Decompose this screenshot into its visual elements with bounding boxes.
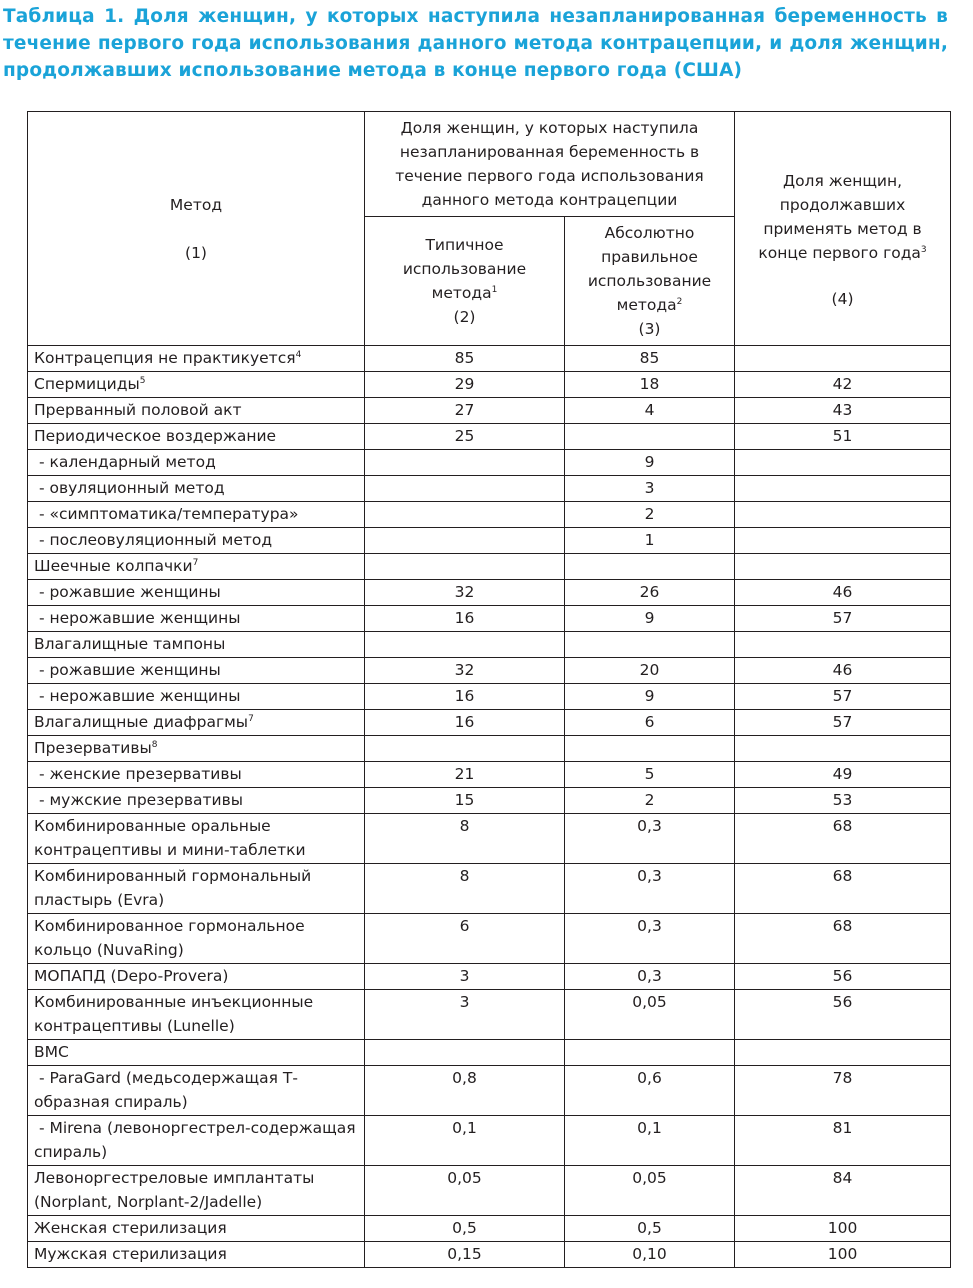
cell-typical: 8 — [365, 864, 565, 914]
header-method-label: Метод — [169, 195, 223, 214]
method-label: - рожавшие женщины — [34, 661, 221, 679]
table-row — [28, 736, 951, 762]
table-row — [28, 914, 951, 964]
cell-continuing: 100 — [735, 1242, 951, 1268]
cell-typical — [365, 528, 565, 554]
method-label: Влагалищные тампоны — [34, 635, 226, 653]
cell-typical: 3 — [365, 964, 565, 990]
cell-method — [28, 346, 365, 372]
cell-method — [28, 528, 365, 554]
cell-continuing: 56 — [735, 964, 951, 990]
footnote-marker: 3 — [920, 244, 927, 255]
header-pregnancy-group-label: Доля женщин, у которых наступила незапланированная беременность в течение первого года использования данного метода контрацепции — [395, 119, 704, 209]
header-typical-label: Типичное использование метода$^1$ — [402, 236, 527, 302]
table-row — [28, 1166, 951, 1216]
cell-typical — [365, 632, 565, 658]
table-row — [28, 864, 951, 914]
cell-continuing — [735, 554, 951, 580]
cell-method — [28, 864, 365, 914]
cell-typical — [365, 554, 565, 580]
cell-continuing: 49 — [735, 762, 951, 788]
cell-perfect: 9 — [565, 606, 735, 632]
cell-continuing: 42 — [735, 372, 951, 398]
cell-method — [28, 814, 365, 864]
header-continuing — [735, 112, 951, 346]
cell-perfect: 20 — [565, 658, 735, 684]
header-typical — [365, 217, 565, 346]
cell-typical: 85 — [365, 346, 565, 372]
method-label: Левоноргестреловые имплантаты (Norplant, Norplant-2/Jadelle) — [34, 1169, 315, 1211]
cell-method — [28, 476, 365, 502]
cell-typical — [365, 502, 565, 528]
footnote-marker: 2 — [676, 296, 683, 307]
footnote-marker: 4 — [295, 349, 302, 360]
method-label: Влагалищные диафрагмы — [34, 713, 249, 731]
cell-method — [28, 736, 365, 762]
cell-method — [28, 990, 365, 1040]
footnote-marker: 5 — [139, 375, 146, 386]
cell-method — [28, 372, 365, 398]
cell-perfect: 0,05 — [565, 990, 735, 1040]
cell-typical: 29 — [365, 372, 565, 398]
cell-continuing: 68 — [735, 814, 951, 864]
table-row — [28, 1216, 951, 1242]
table-row — [28, 1040, 951, 1066]
cell-typical: 0,8 — [365, 1066, 565, 1116]
cell-continuing — [735, 528, 951, 554]
cell-typical: 15 — [365, 788, 565, 814]
cell-perfect: 3 — [565, 476, 735, 502]
cell-perfect: 9 — [565, 684, 735, 710]
cell-method — [28, 398, 365, 424]
cell-perfect — [565, 736, 735, 762]
method-label: ВМС — [34, 1043, 69, 1061]
cell-method — [28, 684, 365, 710]
method-label: - нерожавшие женщины — [34, 687, 241, 705]
method-label: - «симптоматика/температура» — [34, 505, 299, 523]
header-pregnancy-group — [365, 112, 735, 217]
cell-continuing: 68 — [735, 864, 951, 914]
cell-method — [28, 580, 365, 606]
table-row — [28, 1116, 951, 1166]
cell-perfect: 1 — [565, 528, 735, 554]
method-label: Презервативы — [34, 739, 152, 757]
table-row — [28, 1066, 951, 1116]
table-row — [28, 580, 951, 606]
header-perfect — [565, 217, 735, 346]
cell-typical: 0,5 — [365, 1216, 565, 1242]
cell-perfect: 0,5 — [565, 1216, 735, 1242]
cell-continuing: 78 — [735, 1066, 951, 1116]
cell-perfect — [565, 424, 735, 450]
method-label: Спермициды — [34, 375, 140, 393]
table-body — [28, 346, 951, 1268]
cell-continuing — [735, 736, 951, 762]
method-label: - мужские презервативы — [34, 791, 243, 809]
cell-perfect: 0,3 — [565, 964, 735, 990]
cell-typical — [365, 476, 565, 502]
cell-continuing: 51 — [735, 424, 951, 450]
method-label: - календарный метод — [34, 453, 216, 471]
method-label: - ParaGard (медьсодержащая Т-образная спираль) — [34, 1069, 298, 1111]
cell-perfect — [565, 632, 735, 658]
table-row — [28, 1242, 951, 1268]
method-label: Комбинированные оральные контрацептивы и мини-таблетки — [34, 817, 306, 859]
cell-method — [28, 1166, 365, 1216]
cell-method — [28, 450, 365, 476]
table-row — [28, 450, 951, 476]
table-row — [28, 502, 951, 528]
cell-method — [28, 554, 365, 580]
table-row — [28, 554, 951, 580]
footnote-marker: 8 — [151, 739, 158, 750]
cell-method — [28, 502, 365, 528]
cell-continuing: 53 — [735, 788, 951, 814]
cell-typical: 6 — [365, 914, 565, 964]
cell-typical: 16 — [365, 606, 565, 632]
header-perfect-number: (3) — [638, 320, 661, 338]
table-row — [28, 606, 951, 632]
table-row — [28, 398, 951, 424]
header-typical-number: (2) — [453, 308, 476, 326]
table-row — [28, 710, 951, 736]
cell-typical — [365, 1040, 565, 1066]
cell-continuing — [735, 502, 951, 528]
cell-typical: 0,1 — [365, 1116, 565, 1166]
header-method-number: (1) — [185, 243, 207, 262]
cell-continuing — [735, 476, 951, 502]
cell-continuing: 57 — [735, 710, 951, 736]
cell-method — [28, 964, 365, 990]
table-row — [28, 632, 951, 658]
cell-method — [28, 914, 365, 964]
method-label: Комбинированное гормональное кольцо (NuvaRing) — [34, 917, 305, 959]
method-label: Комбинированный гормональный пластырь (Evra) — [34, 867, 312, 909]
cell-typical: 21 — [365, 762, 565, 788]
table-row — [28, 762, 951, 788]
table-row — [28, 476, 951, 502]
cell-method — [28, 658, 365, 684]
cell-typical — [365, 450, 565, 476]
footnote-marker: 7 — [192, 557, 199, 568]
cell-continuing — [735, 632, 951, 658]
cell-perfect: 0,10 — [565, 1242, 735, 1268]
cell-method — [28, 606, 365, 632]
cell-perfect: 4 — [565, 398, 735, 424]
method-label: Мужская стерилизация — [34, 1245, 227, 1263]
table-row — [28, 990, 951, 1040]
method-label: Шеечные колпачки — [34, 557, 193, 575]
cell-typical: 32 — [365, 658, 565, 684]
method-label: Комбинированные инъекционные контрацептивы (Lunelle) — [34, 993, 314, 1035]
cell-typical: 0,15 — [365, 1242, 565, 1268]
cell-continuing — [735, 346, 951, 372]
cell-typical: 16 — [365, 684, 565, 710]
cell-perfect — [565, 554, 735, 580]
cell-method — [28, 1040, 365, 1066]
cell-perfect — [565, 1040, 735, 1066]
cell-perfect: 0,6 — [565, 1066, 735, 1116]
header-perfect-label: Абсолютно правильное использование метода$^2$ — [587, 224, 712, 314]
table-row — [28, 788, 951, 814]
cell-continuing: 84 — [735, 1166, 951, 1216]
header-continuing-number: (4) — [831, 289, 854, 308]
table-title: Таблица 1. Доля женщин, у которых наступила незапланированная беременность в течение первого года использования данного метода контрацепции, и доля женщин, продолжавших использование метода в конце первого года (США) — [3, 6, 948, 81]
method-label: Женская стерилизация — [34, 1219, 227, 1237]
cell-method — [28, 1242, 365, 1268]
method-label: - послеовуляционный метод — [34, 531, 273, 549]
cell-method — [28, 1066, 365, 1116]
method-label: МОПАПД (Depo-Provera) — [34, 967, 229, 985]
cell-method — [28, 710, 365, 736]
method-label: - нерожавшие женщины — [34, 609, 241, 627]
method-label: Прерванный половой акт — [34, 401, 242, 419]
cell-continuing: 56 — [735, 990, 951, 1040]
method-label: - Mirena (левоноргестрел-содержащая спираль) — [34, 1119, 361, 1161]
cell-typical: 8 — [365, 814, 565, 864]
contraception-table — [27, 111, 951, 1268]
cell-typical: 16 — [365, 710, 565, 736]
cell-method — [28, 1216, 365, 1242]
cell-method — [28, 788, 365, 814]
cell-perfect: 2 — [565, 788, 735, 814]
cell-continuing: 46 — [735, 580, 951, 606]
cell-method — [28, 632, 365, 658]
cell-perfect: 0,3 — [565, 814, 735, 864]
cell-continuing: 46 — [735, 658, 951, 684]
cell-perfect: 0,05 — [565, 1166, 735, 1216]
footnote-marker: 7 — [248, 713, 254, 724]
cell-typical: 3 — [365, 990, 565, 1040]
table-row — [28, 528, 951, 554]
cell-perfect: 26 — [565, 580, 735, 606]
table-row — [28, 658, 951, 684]
table-row — [28, 372, 951, 398]
cell-continuing — [735, 1040, 951, 1066]
cell-continuing: 81 — [735, 1116, 951, 1166]
cell-typical: 32 — [365, 580, 565, 606]
table-row — [28, 684, 951, 710]
cell-perfect: 18 — [565, 372, 735, 398]
cell-continuing: 43 — [735, 398, 951, 424]
footnote-marker: 1 — [491, 284, 498, 295]
cell-continuing: 68 — [735, 914, 951, 964]
method-label: Контрацепция не практикуется — [34, 349, 296, 367]
method-label: Периодическое воздержание — [34, 427, 277, 445]
cell-perfect: 0,3 — [565, 914, 735, 964]
method-label: - рожавшие женщины — [34, 583, 221, 601]
cell-perfect: 5 — [565, 762, 735, 788]
cell-continuing — [735, 450, 951, 476]
cell-typical: 25 — [365, 424, 565, 450]
cell-continuing: 57 — [735, 606, 951, 632]
cell-typical — [365, 736, 565, 762]
cell-perfect: 85 — [565, 346, 735, 372]
cell-continuing: 57 — [735, 684, 951, 710]
cell-continuing: 100 — [735, 1216, 951, 1242]
table-row — [28, 424, 951, 450]
cell-typical: 0,05 — [365, 1166, 565, 1216]
method-label: - женские презервативы — [34, 765, 242, 783]
table-row — [28, 346, 951, 372]
method-label: - овуляционный метод — [34, 479, 225, 497]
cell-method — [28, 424, 365, 450]
cell-perfect: 0,1 — [565, 1116, 735, 1166]
cell-perfect: 9 — [565, 450, 735, 476]
cell-method — [28, 1116, 365, 1166]
table-row — [28, 964, 951, 990]
cell-perfect: 0,3 — [565, 864, 735, 914]
header-continuing-label: Доля женщин, продолжавших применять метод в конце первого года$^3$ — [758, 171, 927, 262]
header-method — [28, 112, 365, 346]
table-row — [28, 814, 951, 864]
cell-perfect: 6 — [565, 710, 735, 736]
cell-perfect: 2 — [565, 502, 735, 528]
cell-typical: 27 — [365, 398, 565, 424]
cell-method — [28, 762, 365, 788]
